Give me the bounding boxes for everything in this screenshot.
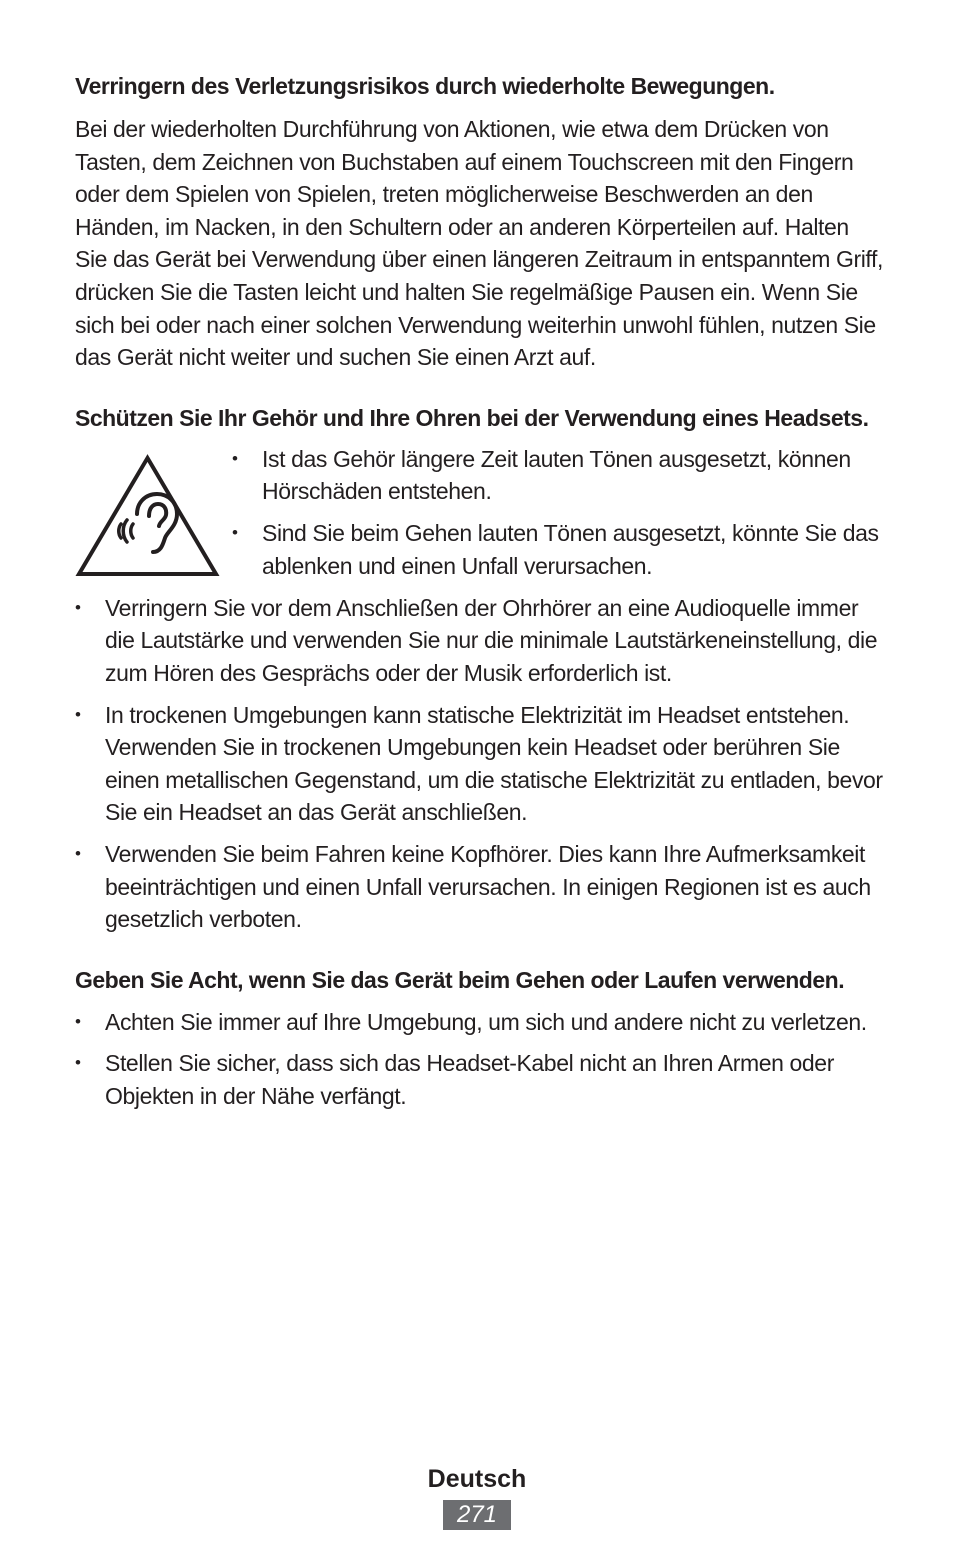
rsi-body: Bei der wiederholten Durchführung von Aktionen, wie etwa dem Drücken von Tasten, dem Zeichnen von Buchstaben auf einem Touchscreen mit den Fingern oder dem Spielen von Spielen, treten möglicherweise Beschwerden an den Händen, im Nacken, in den Schultern oder an anderen Körperteilen auf. Halten Sie das Gerät bei Verwendung über einen längeren Zeitraum in entspanntem Griff, drücken Sie die Tasten leicht und halten Sie regelmäßige Pausen ein. Wenn Sie sich bei oder nach einer solchen Verwendung weiterhin unwohl fühlen, nutzen Sie das Gerät nicht weiter und suchen Sie einen Arzt auf. [75, 116, 883, 371]
list-item: • Achten Sie immer auf Ihre Umgebung, um sich und andere nicht zu verletzen. [75, 1006, 885, 1039]
hearing-bullet-list [75, 592, 885, 936]
list-item: • Stellen Sie sicher, dass sich das Headset-Kabel nicht an Ihren Armen oder Objekten in der Nähe verfängt. [75, 1047, 885, 1112]
hearing-heading: Schützen Sie Ihr Gehör und Ihre Ohren bei der Verwendung eines Headsets. [75, 404, 869, 431]
walking-bullet-list [75, 1006, 885, 1113]
list-item: • Verringern Sie vor dem Anschließen der Ohrhörer an eine Audioquelle immer die Lautstärke und verwenden Sie nur die minimale Lautstärkeneinstellung, die zum Hören des Gesprächs oder der Musik erforderlich ist. [75, 592, 885, 690]
hearing-warning-icon [75, 454, 220, 583]
list-item: • In trockenen Umgebungen kann statische Elektrizität im Headset entstehen. Verwenden Sie in trockenen Umgebungen kein Headset oder berühren Sie einen metallischen Gegenstand, um die statische Elektrizität zu entladen, bevor Sie ein Headset an das Gerät anschließen. [75, 699, 885, 829]
hearing-icon-bullet-list [232, 437, 885, 582]
page-number: 271 [443, 1500, 511, 1530]
footer-language: Deutsch [427, 1465, 527, 1493]
page-footer [0, 1462, 954, 1530]
list-item: • Ist das Gehör längere Zeit lauten Tönen ausgesetzt, können Hörschäden entstehen. [232, 443, 885, 508]
hearing-warning-block [75, 437, 885, 583]
list-item: • Sind Sie beim Gehen lauten Tönen ausgesetzt, könnte Sie das ablenken und einen Unfall verursachen. [232, 517, 885, 582]
list-item: • Verwenden Sie beim Fahren keine Kopfhörer. Dies kann Ihre Aufmerksamkeit beeinträchtigen und einen Unfall verursachen. In einigen Regionen ist es auch gesetzlich verboten. [75, 838, 885, 936]
document-page [75, 70, 885, 1112]
rsi-heading: Verringern des Verletzungsrisikos durch wiederholte Bewegungen. [75, 73, 775, 99]
walking-heading: Geben Sie Acht, wenn Sie das Gerät beim Gehen oder Laufen verwenden. [75, 966, 845, 993]
